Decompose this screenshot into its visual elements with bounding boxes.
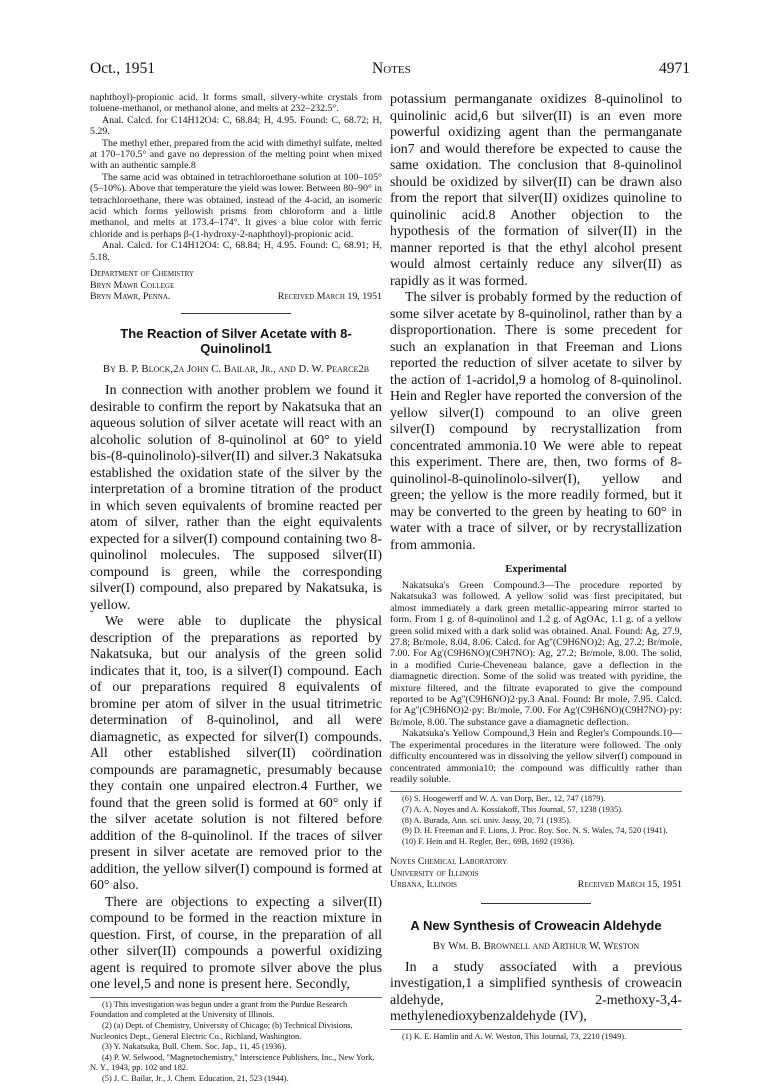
header-date: Oct., 1951	[90, 60, 156, 77]
left-paragraph-3: The same acid was obtained in tetrachloroethane solution at 100–105° (5–10%). Above that temperature the yield was lower. Between 80–90° in tetrachloroethane, there was obtained, instead of the 4-acid, an isomeric acid which forms yellowish prisms from chloroform and a little methanol, and melts at 173.4–174°. It gives a blue color with ferric chloride and is perhaps β-(1-hydroxy-2-naphthoyl)-propionic acid.	[90, 171, 382, 240]
article-2-body: In a study associated with a previous investigation,1 a simplified synthesis of croweacin aldehyde, 2-methoxy-3,4-methylenedioxybenzaldehyde (IV),	[390, 959, 682, 1024]
footnote-9: (9) D. H. Freeman and F. Lions, J. Proc. Roy. Soc. N. S. Wales, 74, 520 (1941).	[402, 826, 668, 836]
affiliation-line-2: Bryn Mawr College	[90, 279, 175, 291]
left-analysis-1: Anal. Calcd. for C14H12O4: C, 68.84; H, 4.95. Found: C, 68.72; H, 5.29.	[90, 114, 382, 138]
experimental-paragraph-1: Nakatsuka's Green Compound.3—The procedure reported by Nakatsuka3 was followed. A yellow solid was first precipitated, but almost immediately a dark green metallic-appearing mirror started to form. From 1 g. of 8-quinolinol and 1.2 g. of AgOAc, 1.1 g. of a yellow green solid mixed with a dark solid was obtained. Anal. Found: Ag, 27.9, 27.8; Br/mole, 8.04, 8.06. Calcd. for Ag''(C9H6NO)2: Ag, 27.2; Br/mole, 7.00. For Ag'(C9H6NO)(C9H7NO): Ag, 27.2; Br/mole, 8.00. The solid, in a modified Curie-Cheveneau balance, gave a deflection in the diamagnetic direction. Some of the solid was treated with pyridine, the mixture filtered, and the filtrate evaporated to give the compound reported to be Ag''(C9H6NO)2·py.3 Anal. Found: Br mole, 7.95. Calcd. for Ag''(C9H6NO)2·py: Br/mole, 7.00. For Ag'(C9H6NO)(C9H7NO)·py: Br/mole, 8.00. The substance gave a diamagnetic deflection.	[390, 580, 682, 728]
footnote-6: (6) S. Hoogewerff and W. A. van Dorp, Ber., 12, 747 (1879).	[402, 794, 606, 804]
page-header	[90, 60, 690, 80]
footnote-10: (10) F. Hein and H. Regler, Ber., 69B, 1692 (1936).	[402, 836, 575, 846]
right-body-paragraph-1: potassium permanganate oxidizes 8-quinolinol to quinolinic acid,6 but silver(II) is an even more powerful oxidizing agent than the permanganate ion7 and would therefore be expected to cause the same oxidation. The conclusion that 8-quinolinol should be oxidized by silver(II) can be drawn also from the report that silver(II) oxidizes quinoline to quinolinic acid.8 Another objection to the hypothesis of the formation of silver(II) in the manner reported is that the ethyl alcohol present would almost certainly reduce any silver(II) as rapidly as it was formed.	[390, 92, 682, 289]
footnote-3: (3) Y. Nakatsuka, Bull. Chem. Soc. Jap., 11, 45 (1936).	[102, 1042, 287, 1052]
body-paragraph-1: In connection with another problem we found it desirable to confirm the report by Nakatsuka that an aqueous solution of silver acetate will react with an alcoholic solution of 8-quinolinol at 60° to yield bis-(8-quinolinolo)-silver(II) and silver.3 Nakatsuka established the oxidation state of the silver by the interpretation of a bromine titration of the product in which seven equivalents of bromine reacted per atom of silver, rather than the eight equivalents expected for a silver(I) compound containing two 8-quinolinol molecules. The supposed silver(II) compound is green, while the corresponding silver(I) compound, also prepared by Nakatsuka, is yellow.	[90, 383, 382, 613]
right-column	[390, 92, 682, 1042]
right-body-paragraph-2: The silver is probably formed by the reduction of some silver acetate by 8-quinolinol, rather than by a disproportionation. There is some precedent for such an explanation in that Freeman and Lions reported the reduction of silver acetate to silver by the action of 1-acridol,9 a homolog of 8-quinolinol. Hein and Regler have reported the conversion of the yellow silver(I) compound to an olive green silver(I) compound by recrystallization from concentrated ammonia.10 We were able to repeat this experiment. There are, then, two forms of 8-quinolinol-8-quinolinolo-silver(I), yellow and green; the yellow is the more readily formed, but it may be converted to the green by heating to 60° in water with a trace of silver, or by recrystallization from ammonia.	[390, 290, 682, 553]
article-byline: By B. P. Block,2a John C. Bailar, Jr., and D. W. Pearce2b	[102, 363, 370, 376]
article-title: The Reaction of Silver Acetate with 8-Quinolinol1	[120, 326, 352, 357]
footnote-1: (1) This investigation was begun under a grant from the Purdue Research Foundation and completed at the University of Illinois.	[90, 999, 348, 1020]
header-section: Notes	[372, 60, 411, 77]
footnote-7: (7) A. A. Noyes and A. Kossiakoff, This Journal, 57, 1238 (1935).	[402, 804, 624, 814]
body-paragraph-2: We were able to duplicate the physical description of the preparations as reported by Nakatsuka, but our analysis of the green solid indicates that it, too, is a silver(I) compound. Each of our preparations required 8 equivalents of bromine per atom of silver in the usual titrimetric determination of 8-quinolinol, and all were diamagnetic, as expected for silver(I) compounds. All other established silver(II) coördination compounds are paramagnetic, presumably because they contain one unpaired electron.4 Further, we found that the green solid is formed at 60° only if the silver acetate solution is not filtered before addition of the 8-quinolinol. If the traces of silver present in silver acetate are removed prior to the addition, the yellow silver(I) compound is formed at 60° also.	[90, 614, 382, 894]
right-affiliation-line-2: University of Illinois	[390, 867, 479, 879]
experimental-heading: Experimental	[505, 564, 567, 575]
left-analysis-2: Anal. Calcd. for C14H12O4: C, 68.84; H, 4.95. Found: C, 68.91; H, 5.18.	[90, 240, 382, 263]
affiliation-line-3: Bryn Mawr, Penna.	[90, 290, 171, 302]
affiliation-row	[90, 291, 382, 302]
right-affiliation-row	[390, 879, 682, 890]
article-2-title: A New Synthesis of Croweacin Aldehyde	[410, 917, 662, 933]
footnote-4: (4) P. W. Selwood, "Magnetochemistry," Interscience Publishers, Inc., New York, N. Y., 1943, pp. 102 and 182.	[90, 1052, 375, 1073]
article-2-byline: By Wm. B. Brownell and Arthur W. Weston	[432, 939, 640, 952]
right-affiliation-line-3: Urbana, Illinois	[390, 879, 458, 891]
footnote-2: (2) (a) Dept. of Chemistry, University of Chicago; (b) Technical Divisions, Nucleonics Dept., General Electric Co., Richland, Washington.	[90, 1021, 353, 1041]
body-paragraph-3: There are objections to expecting a silver(II) compound to be formed in the reaction mixture in question. First, of course, in the preparation of all other silver(II) compounds a powerful oxidizing agent is required to promote silver above the plus one level,5 and none is present here. Secondly,	[90, 894, 382, 993]
article-2-footnote-1: (1) K. E. Hamlin and A. W. Weston, This Journal, 73, 2210 (1949).	[402, 1031, 627, 1041]
experimental-paragraph-2: Nakatsuka's Yellow Compound,3 Hein and Regler's Compounds.10—The experimental procedures in the literature were followed. The only difficulty encountered was in dissolving the yellow silver(I) compound in concentrated ammonia10; the compound was difficultly rather than readily soluble.	[390, 728, 682, 785]
left-column	[90, 92, 382, 1085]
received-date: Received March 19, 1951	[277, 290, 382, 302]
right-affiliation-line-1: Noyes Chemical Laboratory	[390, 856, 508, 868]
footnote-5: (5) J. C. Bailar, Jr., J. Chem. Education, 21, 523 (1944).	[102, 1073, 289, 1083]
header-page-number: 4971	[659, 60, 690, 77]
right-received-date: Received March 15, 1951	[577, 879, 682, 891]
left-paragraph-1: naphthoyl)-propionic acid. It forms small, silvery-white crystals from toluene-methanol, or methanol alone, and melts at 232–232.5°.	[90, 92, 382, 115]
left-paragraph-2: The methyl ether, prepared from the acid with dimethyl sulfate, melted at 170–170.5° and gave no depression of the melting point when mixed with an authentic sample.8	[90, 137, 382, 172]
affiliation-line-1: Department of Chemistry	[90, 268, 194, 280]
footnote-8: (8) A. Burada, Ann. sci. univ. Jassy, 20, 71 (1935).	[402, 815, 571, 825]
